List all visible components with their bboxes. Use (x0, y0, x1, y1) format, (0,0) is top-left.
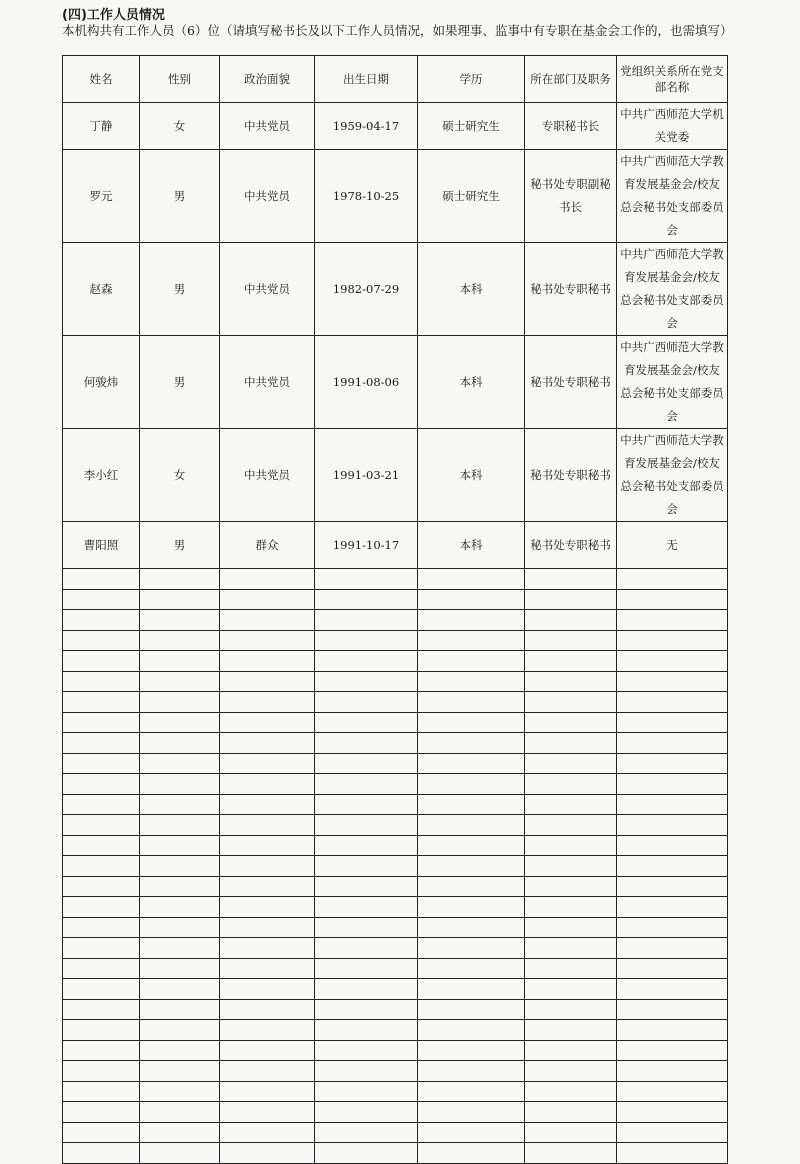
blank-row (63, 1102, 728, 1123)
blank-cell (220, 794, 315, 815)
blank-cell (220, 1020, 315, 1041)
blank-row (63, 917, 728, 938)
blank-cell (525, 938, 617, 959)
table-row (63, 429, 728, 522)
blank-cell (315, 733, 418, 754)
blank-cell (63, 610, 140, 631)
blank-cell (63, 835, 140, 856)
blank-cell (617, 753, 728, 774)
blank-cell (63, 651, 140, 672)
blank-cell (63, 815, 140, 836)
cell-name: 李小红 (63, 429, 140, 522)
blank-cell (525, 569, 617, 590)
blank-row (63, 835, 728, 856)
blank-cell (220, 1102, 315, 1123)
blank-cell (315, 1102, 418, 1123)
blank-cell (418, 651, 525, 672)
blank-cell (525, 712, 617, 733)
blank-row (63, 1122, 728, 1143)
section-heading: (四)工作人员情况 (62, 8, 165, 23)
cell-education: 本科 (418, 243, 525, 336)
blank-cell (220, 774, 315, 795)
blank-cell (418, 630, 525, 651)
cell-political: 中共党员 (220, 243, 315, 336)
blank-cell (418, 774, 525, 795)
blank-row (63, 1143, 728, 1164)
blank-cell (63, 897, 140, 918)
blank-cell (140, 1040, 220, 1061)
cell-political: 中共党员 (220, 103, 315, 150)
cell-party: 中共广西师范大学教育发展基金会/校友总会秘书处支部委员会 (617, 243, 728, 336)
blank-cell (315, 1143, 418, 1164)
blank-cell (418, 1061, 525, 1082)
blank-cell (418, 999, 525, 1020)
blank-cell (140, 815, 220, 836)
blank-cell (140, 1061, 220, 1082)
blank-cell (617, 1122, 728, 1143)
table-row (63, 103, 728, 150)
blank-row (63, 1081, 728, 1102)
col-header-education: 学历 (418, 56, 525, 103)
cell-gender: 女 (140, 103, 220, 150)
blank-cell (315, 917, 418, 938)
blank-cell (617, 815, 728, 836)
blank-cell (315, 610, 418, 631)
intro-text (62, 22, 742, 39)
blank-cell (140, 651, 220, 672)
blank-cell (220, 610, 315, 631)
blank-cell (525, 1143, 617, 1164)
blank-cell (315, 630, 418, 651)
blank-cell (617, 1143, 728, 1164)
blank-cell (315, 569, 418, 590)
blank-cell (63, 753, 140, 774)
blank-cell (220, 589, 315, 610)
blank-row (63, 938, 728, 959)
blank-row (63, 774, 728, 795)
blank-cell (525, 589, 617, 610)
cell-education: 硕士研究生 (418, 150, 525, 243)
blank-cell (315, 1081, 418, 1102)
blank-cell (140, 1102, 220, 1123)
blank-row (63, 671, 728, 692)
blank-row (63, 610, 728, 631)
blank-cell (63, 938, 140, 959)
blank-cell (140, 917, 220, 938)
table-row (63, 243, 728, 336)
blank-row (63, 1020, 728, 1041)
blank-cell (220, 815, 315, 836)
blank-cell (525, 835, 617, 856)
cell-party: 中共广西师范大学教育发展基金会/校友总会秘书处支部委员会 (617, 336, 728, 429)
blank-cell (220, 897, 315, 918)
blank-cell (63, 1061, 140, 1082)
blank-cell (418, 753, 525, 774)
blank-cell (525, 958, 617, 979)
blank-cell (220, 979, 315, 1000)
blank-cell (220, 1143, 315, 1164)
blank-cell (63, 1143, 140, 1164)
blank-cell (315, 835, 418, 856)
blank-cell (140, 712, 220, 733)
staff-count: 6 (187, 23, 195, 38)
cell-name: 赵森 (63, 243, 140, 336)
blank-cell (220, 1040, 315, 1061)
blank-cell (525, 1081, 617, 1102)
blank-cell (418, 958, 525, 979)
blank-cell (617, 979, 728, 1000)
blank-cell (220, 835, 315, 856)
blank-cell (525, 630, 617, 651)
blank-cell (315, 958, 418, 979)
blank-cell (63, 630, 140, 651)
blank-cell (63, 979, 140, 1000)
blank-cell (617, 1081, 728, 1102)
blank-cell (617, 999, 728, 1020)
blank-cell (63, 1122, 140, 1143)
blank-cell (617, 733, 728, 754)
blank-row (63, 1040, 728, 1061)
col-header-birth: 出生日期 (315, 56, 418, 103)
blank-cell (617, 917, 728, 938)
blank-cell (418, 589, 525, 610)
blank-cell (418, 671, 525, 692)
blank-cell (525, 815, 617, 836)
cell-gender: 男 (140, 336, 220, 429)
blank-cell (617, 569, 728, 590)
blank-cell (617, 630, 728, 651)
blank-cell (220, 692, 315, 713)
cell-political: 中共党员 (220, 429, 315, 522)
blank-cell (617, 1102, 728, 1123)
blank-cell (617, 712, 728, 733)
cell-birth: 1991-10-17 (315, 522, 418, 569)
blank-cell (617, 651, 728, 672)
cell-education: 本科 (418, 429, 525, 522)
blank-cell (418, 1102, 525, 1123)
blank-cell (418, 897, 525, 918)
blank-row (63, 856, 728, 877)
blank-cell (418, 1081, 525, 1102)
blank-cell (140, 589, 220, 610)
blank-row (63, 1061, 728, 1082)
blank-cell (617, 1040, 728, 1061)
blank-cell (525, 692, 617, 713)
blank-cell (418, 1122, 525, 1143)
blank-cell (525, 876, 617, 897)
cell-position: 秘书处专职秘书 (525, 522, 617, 569)
blank-cell (525, 1040, 617, 1061)
intro-suffix: ）位（请填写秘书长及以下工作人员情况，如果理事、监事中有专职在基金会工作的，也需填写） (194, 23, 733, 38)
blank-cell (617, 958, 728, 979)
blank-cell (220, 630, 315, 651)
blank-cell (140, 856, 220, 877)
blank-cell (315, 876, 418, 897)
blank-cell (220, 856, 315, 877)
blank-cell (63, 712, 140, 733)
cell-birth: 1991-03-21 (315, 429, 418, 522)
blank-cell (525, 651, 617, 672)
blank-cell (220, 569, 315, 590)
header-row (63, 56, 728, 103)
blank-cell (220, 1061, 315, 1082)
blank-cell (617, 856, 728, 877)
blank-cell (63, 856, 140, 877)
blank-cell (63, 589, 140, 610)
blank-row (63, 651, 728, 672)
blank-cell (418, 794, 525, 815)
blank-cell (418, 938, 525, 959)
col-header-party: 党组织关系所在党支部名称 (617, 56, 728, 103)
blank-cell (418, 569, 525, 590)
blank-cell (617, 692, 728, 713)
blank-cell (315, 1040, 418, 1061)
cell-birth: 1959-04-17 (315, 103, 418, 150)
blank-cell (140, 774, 220, 795)
table-row (63, 522, 728, 569)
cell-name: 罗元 (63, 150, 140, 243)
cell-name: 丁静 (63, 103, 140, 150)
blank-cell (63, 917, 140, 938)
blank-cell (220, 938, 315, 959)
blank-cell (418, 1040, 525, 1061)
blank-cell (315, 897, 418, 918)
blank-cell (63, 794, 140, 815)
cell-gender: 女 (140, 429, 220, 522)
col-header-name: 姓名 (63, 56, 140, 103)
blank-cell (418, 979, 525, 1000)
blank-cell (617, 835, 728, 856)
blank-cell (140, 938, 220, 959)
blank-row (63, 876, 728, 897)
cell-position: 秘书处专职副秘书长 (525, 150, 617, 243)
blank-cell (140, 979, 220, 1000)
cell-position: 专职秘书长 (525, 103, 617, 150)
blank-cell (525, 999, 617, 1020)
blank-row (63, 733, 728, 754)
blank-cell (418, 1143, 525, 1164)
blank-cell (418, 917, 525, 938)
blank-cell (418, 1020, 525, 1041)
blank-cell (525, 733, 617, 754)
blank-cell (140, 958, 220, 979)
blank-row (63, 979, 728, 1000)
blank-row (63, 794, 728, 815)
blank-cell (140, 610, 220, 631)
table-row (63, 150, 728, 243)
blank-cell (63, 1020, 140, 1041)
blank-cell (140, 1143, 220, 1164)
cell-position: 秘书处专职秘书 (525, 243, 617, 336)
blank-cell (140, 630, 220, 651)
blank-cell (140, 1020, 220, 1041)
cell-birth: 1978-10-25 (315, 150, 418, 243)
blank-cell (140, 897, 220, 918)
cell-gender: 男 (140, 522, 220, 569)
blank-cell (315, 999, 418, 1020)
cell-education: 硕士研究生 (418, 103, 525, 150)
cell-political: 中共党员 (220, 150, 315, 243)
cell-birth: 1982-07-29 (315, 243, 418, 336)
blank-cell (315, 979, 418, 1000)
blank-cell (220, 753, 315, 774)
blank-cell (617, 1020, 728, 1041)
blank-cell (140, 1081, 220, 1102)
blank-cell (418, 610, 525, 631)
blank-cell (220, 1122, 315, 1143)
cell-party: 中共广西师范大学机关党委 (617, 103, 728, 150)
blank-row (63, 815, 728, 836)
blank-cell (140, 999, 220, 1020)
cell-education: 本科 (418, 336, 525, 429)
blank-cell (418, 815, 525, 836)
cell-birth: 1991-08-06 (315, 336, 418, 429)
blank-cell (220, 651, 315, 672)
blank-cell (525, 794, 617, 815)
blank-row (63, 630, 728, 651)
blank-row (63, 958, 728, 979)
blank-cell (525, 897, 617, 918)
blank-cell (63, 1081, 140, 1102)
blank-cell (140, 794, 220, 815)
blank-row (63, 692, 728, 713)
cell-party: 中共广西师范大学教育发展基金会/校友总会秘书处支部委员会 (617, 150, 728, 243)
table-row (63, 336, 728, 429)
blank-cell (617, 897, 728, 918)
blank-cell (525, 856, 617, 877)
col-header-gender: 性别 (140, 56, 220, 103)
blank-cell (63, 733, 140, 754)
blank-cell (315, 1020, 418, 1041)
blank-row (63, 589, 728, 610)
blank-cell (525, 979, 617, 1000)
blank-cell (220, 917, 315, 938)
blank-cell (525, 753, 617, 774)
blank-cell (140, 692, 220, 713)
blank-cell (220, 999, 315, 1020)
blank-row (63, 999, 728, 1020)
blank-cell (63, 876, 140, 897)
cell-position: 秘书处专职秘书 (525, 336, 617, 429)
blank-cell (418, 712, 525, 733)
blank-cell (418, 876, 525, 897)
blank-cell (418, 692, 525, 713)
cell-name: 何骏炜 (63, 336, 140, 429)
blank-cell (63, 569, 140, 590)
blank-cell (140, 569, 220, 590)
cell-gender: 男 (140, 243, 220, 336)
blank-cell (315, 856, 418, 877)
blank-cell (220, 733, 315, 754)
blank-cell (525, 1020, 617, 1041)
blank-cell (418, 733, 525, 754)
blank-cell (315, 589, 418, 610)
blank-cell (617, 938, 728, 959)
staff-table (62, 55, 728, 1164)
blank-cell (525, 774, 617, 795)
blank-row (63, 569, 728, 590)
blank-cell (418, 856, 525, 877)
blank-cell (525, 671, 617, 692)
blank-cell (63, 1102, 140, 1123)
blank-cell (315, 815, 418, 836)
blank-cell (140, 1122, 220, 1143)
blank-cell (617, 589, 728, 610)
blank-cell (140, 733, 220, 754)
cell-name: 曹阳照 (63, 522, 140, 569)
cell-gender: 男 (140, 150, 220, 243)
blank-cell (315, 1061, 418, 1082)
blank-cell (63, 671, 140, 692)
blank-cell (140, 671, 220, 692)
blank-cell (315, 774, 418, 795)
blank-cell (220, 671, 315, 692)
blank-cell (525, 1122, 617, 1143)
blank-cell (220, 712, 315, 733)
cell-education: 本科 (418, 522, 525, 569)
blank-cell (617, 876, 728, 897)
blank-cell (617, 794, 728, 815)
blank-cell (63, 999, 140, 1020)
blank-cell (315, 651, 418, 672)
blank-cell (525, 610, 617, 631)
cell-party: 无 (617, 522, 728, 569)
blank-cell (63, 1040, 140, 1061)
blank-cell (220, 1081, 315, 1102)
blank-cell (140, 835, 220, 856)
blank-cell (315, 712, 418, 733)
blank-cell (315, 794, 418, 815)
blank-cell (63, 692, 140, 713)
blank-cell (315, 753, 418, 774)
intro-prefix: 本机构共有工作人员（ (62, 23, 188, 38)
col-header-political: 政治面貌 (220, 56, 315, 103)
blank-cell (525, 917, 617, 938)
cell-political: 群众 (220, 522, 315, 569)
blank-cell (220, 876, 315, 897)
blank-cell (617, 774, 728, 795)
blank-cell (140, 753, 220, 774)
blank-cell (220, 958, 315, 979)
blank-row (63, 897, 728, 918)
blank-cell (63, 958, 140, 979)
blank-cell (315, 671, 418, 692)
blank-cell (525, 1102, 617, 1123)
blank-cell (617, 610, 728, 631)
blank-cell (525, 1061, 617, 1082)
cell-political: 中共党员 (220, 336, 315, 429)
blank-cell (617, 671, 728, 692)
blank-row (63, 753, 728, 774)
blank-cell (617, 1061, 728, 1082)
blank-cell (418, 835, 525, 856)
col-header-position: 所在部门及职务 (525, 56, 617, 103)
blank-cell (63, 774, 140, 795)
blank-cell (140, 876, 220, 897)
cell-party: 中共广西师范大学教育发展基金会/校友总会秘书处支部委员会 (617, 429, 728, 522)
blank-cell (315, 1122, 418, 1143)
blank-cell (315, 692, 418, 713)
cell-position: 秘书处专职秘书 (525, 429, 617, 522)
blank-cell (315, 938, 418, 959)
blank-row (63, 712, 728, 733)
